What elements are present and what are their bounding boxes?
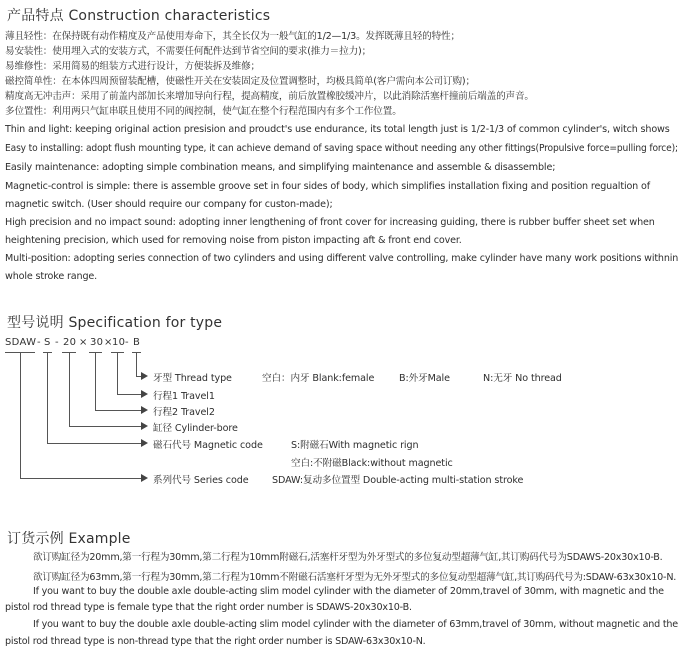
code-magnet: S bbox=[44, 337, 51, 348]
example-line: If you want to buy the double axle double-acting slim model cylinder with the diameter of 20mm,travel of 30mm, with magnetic and the bbox=[33, 586, 664, 597]
construction-line: 薄且轻性：在保持既有动作精度及产品使用寿命下，其全长仅为一般气缸的1/2—1/3。发挥既薄且轻的特性； bbox=[5, 31, 460, 42]
bore-label: 缸径 Cylinder-bore bbox=[153, 423, 238, 434]
code-series: SDAW bbox=[5, 337, 37, 348]
code-thread: B bbox=[133, 337, 141, 348]
thread-type-label: 牙型 Thread type bbox=[153, 373, 232, 384]
construction-line: 多位置性：利用两只气缸串联且使用不同的阀控制，使气缸在整个行程范围内有多个工作位置。 bbox=[5, 106, 402, 117]
connector-line bbox=[69, 426, 141, 427]
construction-line: heightening precision, which used for removing noise from piston impacting aft & front end cover. bbox=[5, 235, 462, 246]
connector-line bbox=[47, 443, 141, 444]
code-dash: - bbox=[55, 337, 59, 348]
code-times: × bbox=[79, 337, 88, 348]
example-line: 欲订购缸径为63mm,第一行程为30mm,第二行程为10mm不附磁石活塞杆牙型为无外牙型式的多位复动型超薄气缸,其订购码代号为:SDAW-63x30x10-N. bbox=[33, 572, 677, 583]
example-line: 欲订购缸径为20mm,第一行程为30mm,第二行程为10mm附磁石,活塞杆牙型为外牙型式的多位复动型超薄气缸,其订购码代号为SDAWS-20x30x10-B. bbox=[33, 552, 663, 563]
example-heading: 订货示例 Example bbox=[7, 531, 131, 547]
connector-line bbox=[95, 352, 96, 410]
code-bore: 20 bbox=[63, 337, 77, 348]
example-line: pistol rod thread type is female type that the right order number is SDAWS-20x30x10-B. bbox=[5, 602, 412, 613]
example-line: pistol rod thread type is non-thread type that the right order number is SDAW-63x30x10-N. bbox=[5, 636, 426, 647]
travel1-label: 行程1 Travel1 bbox=[153, 391, 215, 402]
construction-line: Thin and light: keeping original action presision and proudct's use endurance, its total length just is 1/2-1/3 of common cylinder's, witch shows bbox=[5, 124, 670, 135]
specification-heading: 型号说明 Specification for type bbox=[7, 315, 223, 331]
connector-line bbox=[20, 352, 21, 478]
connector-line bbox=[95, 410, 141, 411]
magnetic-code-option: S:附磁石With magnetic rign bbox=[291, 440, 419, 451]
thread-type-option: N:无牙 No thread bbox=[483, 373, 562, 384]
construction-line: 磁控简单性：在本体四周预留装配槽，使磁性开关在安装固定及位置调整时，均极具简单(客户需向本公司订购)； bbox=[5, 76, 475, 87]
construction-line: 易安装性：使用埋入式的安装方式，不需要任何配件达到节省空间的要求(推力＝拉力)； bbox=[5, 46, 372, 57]
thread-type-option: 空白：内牙 Blank:female bbox=[262, 373, 375, 384]
arrow-icon bbox=[141, 422, 148, 430]
code-times: × bbox=[104, 337, 113, 348]
construction-line: Easy to installing: adopt flush mounting type, it can achieve demand of saving space without needing any other fittings(Propulsive force=pulling force); bbox=[5, 143, 678, 154]
travel2-label: 行程2 Travel2 bbox=[153, 407, 215, 418]
series-code-desc: SDAW:复动多位置型 Double-acting multi-station stroke bbox=[272, 475, 524, 486]
construction-line: magnetic switch. (User should require our company for custon-made); bbox=[5, 199, 333, 210]
arrow-icon bbox=[141, 390, 148, 398]
construction-line: 精度高无冲击声：采用了前盖内部加长来增加导向行程，提高精度，前后放置橡胶缓冲片，以此消除活塞杆撞前后端盖的声音。 bbox=[5, 91, 534, 102]
magnetic-code-label: 磁石代号 Magnetic code bbox=[153, 440, 263, 451]
construction-line: Multi-position: adopting series connection of two cylinders and using different valve controlling, make cylinder have many work positions withnin bbox=[5, 253, 679, 264]
construction-line: High precision and no impact sound: adopting inner lengthening of front cover for increasing guiding, there is rubber buffer sheet set when bbox=[5, 217, 655, 228]
thread-type-option: B:外牙Male bbox=[399, 373, 450, 384]
magnetic-code-option: 空白:不附磁Black:without magnetic bbox=[291, 458, 453, 469]
construction-line: 易维修性：采用简易的组装方式进行设计，方便装拆及维修； bbox=[5, 61, 260, 72]
code-dash: - bbox=[37, 337, 41, 348]
construction-heading: 产品特点 Construction characteristics bbox=[7, 8, 271, 24]
connector-line bbox=[47, 352, 48, 443]
arrow-icon bbox=[141, 474, 148, 482]
arrow-icon bbox=[141, 439, 148, 447]
connector-line bbox=[20, 478, 141, 479]
connector-line bbox=[117, 352, 118, 394]
connector-line bbox=[69, 352, 70, 426]
construction-line: Easily maintenance: adopting simple combination means, and simplifying maintenance and assemble & disassemble; bbox=[5, 162, 556, 173]
arrow-icon bbox=[141, 406, 148, 414]
connector-line bbox=[117, 394, 141, 395]
series-code-label: 系列代号 Series code bbox=[153, 475, 249, 486]
code-travel1: 10 bbox=[112, 337, 126, 348]
code-dash: - bbox=[125, 337, 129, 348]
arrow-icon bbox=[141, 372, 148, 380]
construction-line: whole stroke range. bbox=[5, 271, 98, 282]
construction-line: Magnetic-control is simple: there is assemble groove set in four sides of body, which simplifies installation fixing and position regualtion of bbox=[5, 181, 650, 192]
example-line: If you want to buy the double axle double-acting slim model cylinder with the diameter of 63mm,travel of 30mm, without magnetic and the bbox=[33, 619, 678, 630]
connector-line bbox=[136, 352, 137, 376]
code-travel2: 30 bbox=[90, 337, 104, 348]
